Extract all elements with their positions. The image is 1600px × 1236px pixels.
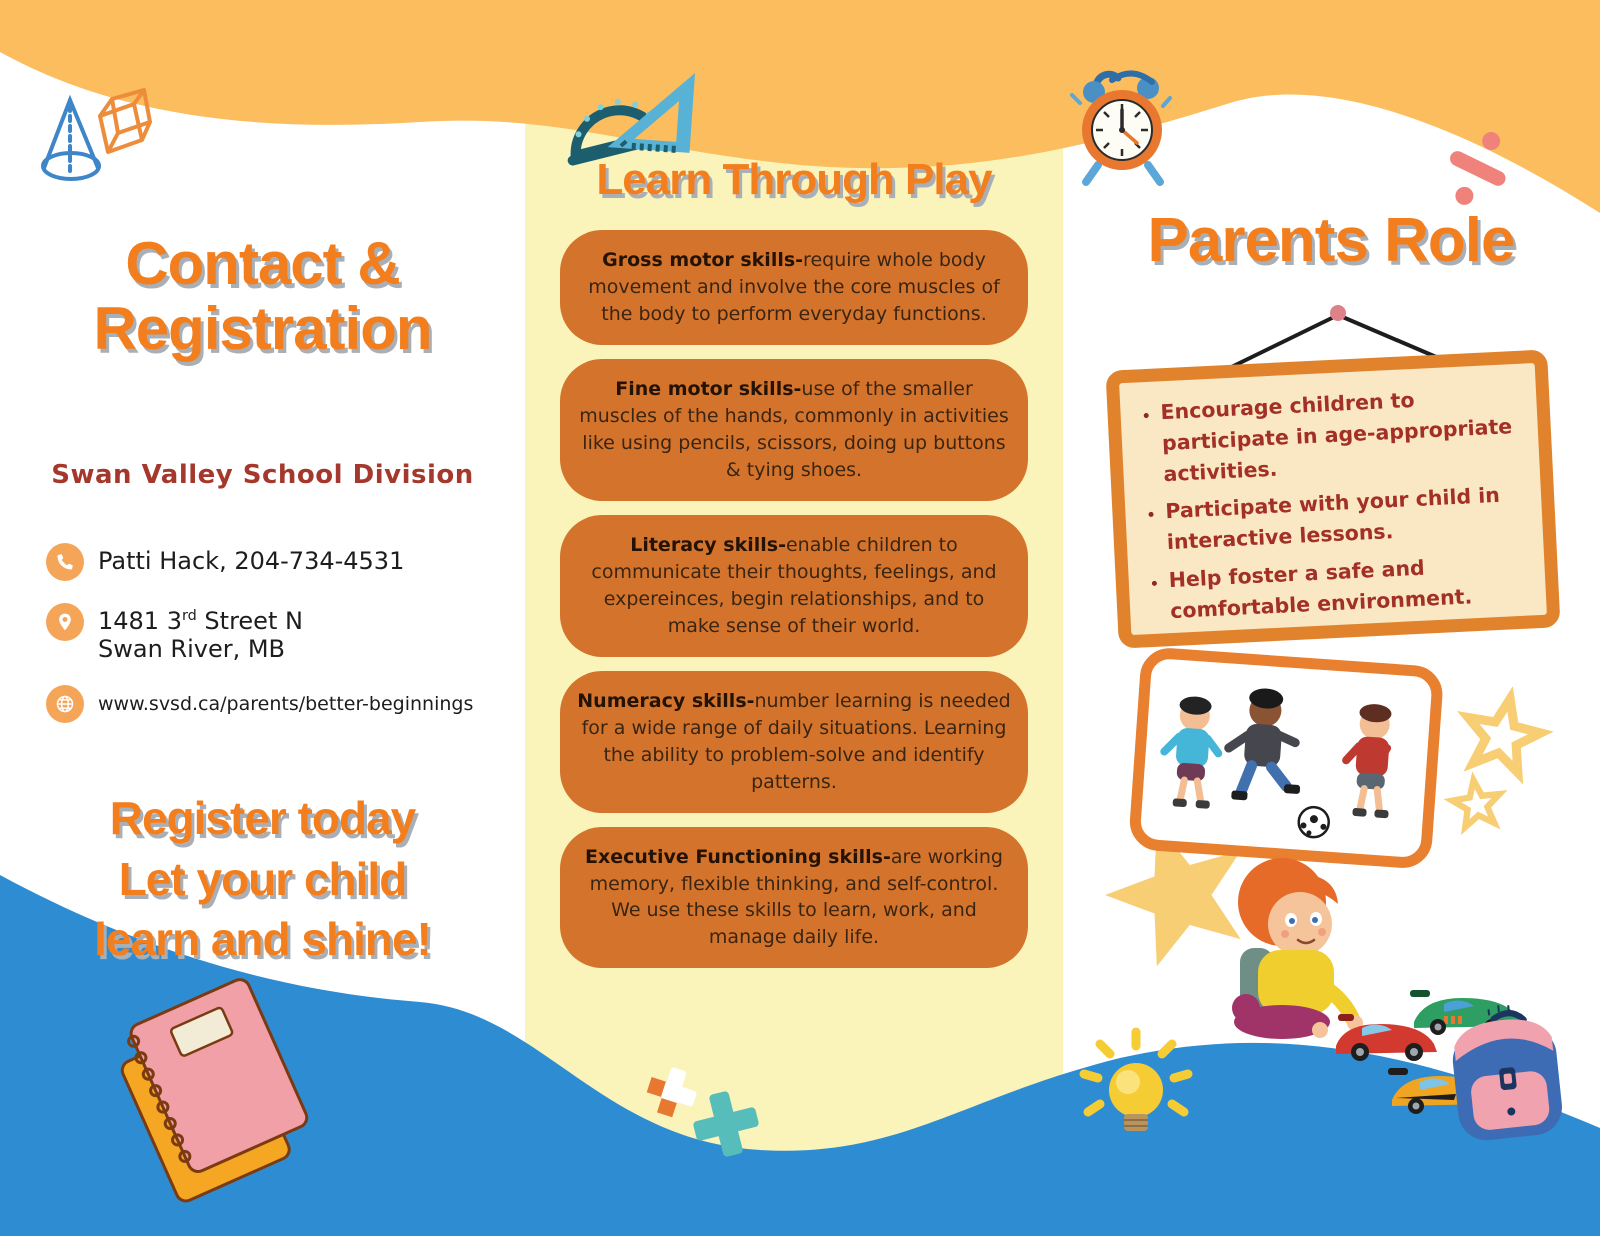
plus-sign-icon xyxy=(642,1062,765,1163)
cta-line2: Let your child xyxy=(118,852,407,905)
contact-phone-row xyxy=(46,543,516,581)
skill-card-body: require whole body movement and involve the core muscles of the body to perform everyday functions. xyxy=(588,249,1000,325)
parents-role-sign xyxy=(1105,349,1560,648)
skill-card-heading: Numeracy skills- xyxy=(577,689,755,712)
parents-role-bullet-list xyxy=(1134,379,1539,627)
address-line1-a: 1481 3 xyxy=(98,607,182,635)
skill-card-heading: Literacy skills- xyxy=(630,533,786,556)
contact-website-row xyxy=(46,685,516,723)
cta-line1: Register today xyxy=(109,792,416,844)
cube-icon xyxy=(100,90,150,152)
skill-card-heading: Executive Functioning skills- xyxy=(585,845,891,868)
phone-icon xyxy=(46,543,84,581)
skill-card-body: are working memory, flexible thinking, and self-control. We use these skills to learn, work, and manage daily life. xyxy=(589,845,1003,949)
left-title-line1: Contact & xyxy=(125,230,400,297)
boy-toy-cars-illustration xyxy=(1232,858,1363,1039)
skills-card-list xyxy=(560,230,1028,968)
skill-card-body: enable children to communicate their thoughts, feelings, and expereinces, begin relationships, and to make sense of their world. xyxy=(591,533,997,637)
cone-icon xyxy=(43,100,99,179)
contact-phone-text: Patti Hack, 204-734-4531 xyxy=(98,547,405,575)
skill-card-fine-motor xyxy=(560,359,1028,501)
lightbulb-icon xyxy=(1084,1032,1188,1131)
right-panel-title: Parents Role xyxy=(1147,206,1515,275)
parents-role-bullet: • Encourage children to participate in age-appropriate activities. xyxy=(1160,379,1532,489)
contact-list xyxy=(46,543,516,723)
address-line1-b: Street N xyxy=(196,607,303,635)
address-line2: Swan River, MB xyxy=(98,634,286,663)
skill-card-heading: Gross motor skills- xyxy=(602,249,804,271)
skill-card-body: use of the smaller muscles of the hands, commonly in activities like using pencils, scissors, doing up buttons & tying shoes. xyxy=(579,377,1009,481)
left-panel-title xyxy=(0,232,525,362)
cta-line3: learn and shine! xyxy=(94,913,431,966)
contact-address-text xyxy=(98,603,303,663)
notebooks-icon xyxy=(107,976,319,1204)
address-ordinal: rd xyxy=(181,608,197,624)
register-cta xyxy=(0,788,525,970)
location-pin-icon xyxy=(46,603,84,641)
parents-role-bullet: • Participate with your child in interactive lessons. xyxy=(1165,478,1536,557)
skill-card-body: number learning is needed for a wide range of daily situations. Learning the ability to problem-solve and identify patterns. xyxy=(581,689,1011,793)
left-title-line2: Registration xyxy=(93,294,432,362)
globe-icon xyxy=(46,685,84,723)
skill-card-numeracy xyxy=(560,671,1028,813)
division-sign-icon xyxy=(1434,120,1523,217)
organization-name: Swan Valley School Division xyxy=(51,460,474,490)
skill-card-literacy xyxy=(560,515,1028,657)
middle-panel-title: Learn Through Play xyxy=(596,155,992,204)
kids-playing-illustration xyxy=(1134,652,1439,864)
contact-address-row xyxy=(46,603,516,663)
parents-role-bullet: • Help foster a safe and comfortable environment. xyxy=(1168,547,1539,626)
contact-website-text: www.svsd.ca/parents/better-beginnings xyxy=(98,693,474,716)
skill-card-gross-motor xyxy=(560,230,1028,345)
skill-card-heading: Fine motor skills- xyxy=(615,377,802,400)
alarm-clock-icon xyxy=(1072,73,1170,182)
skill-card-executive-functioning xyxy=(560,827,1028,969)
